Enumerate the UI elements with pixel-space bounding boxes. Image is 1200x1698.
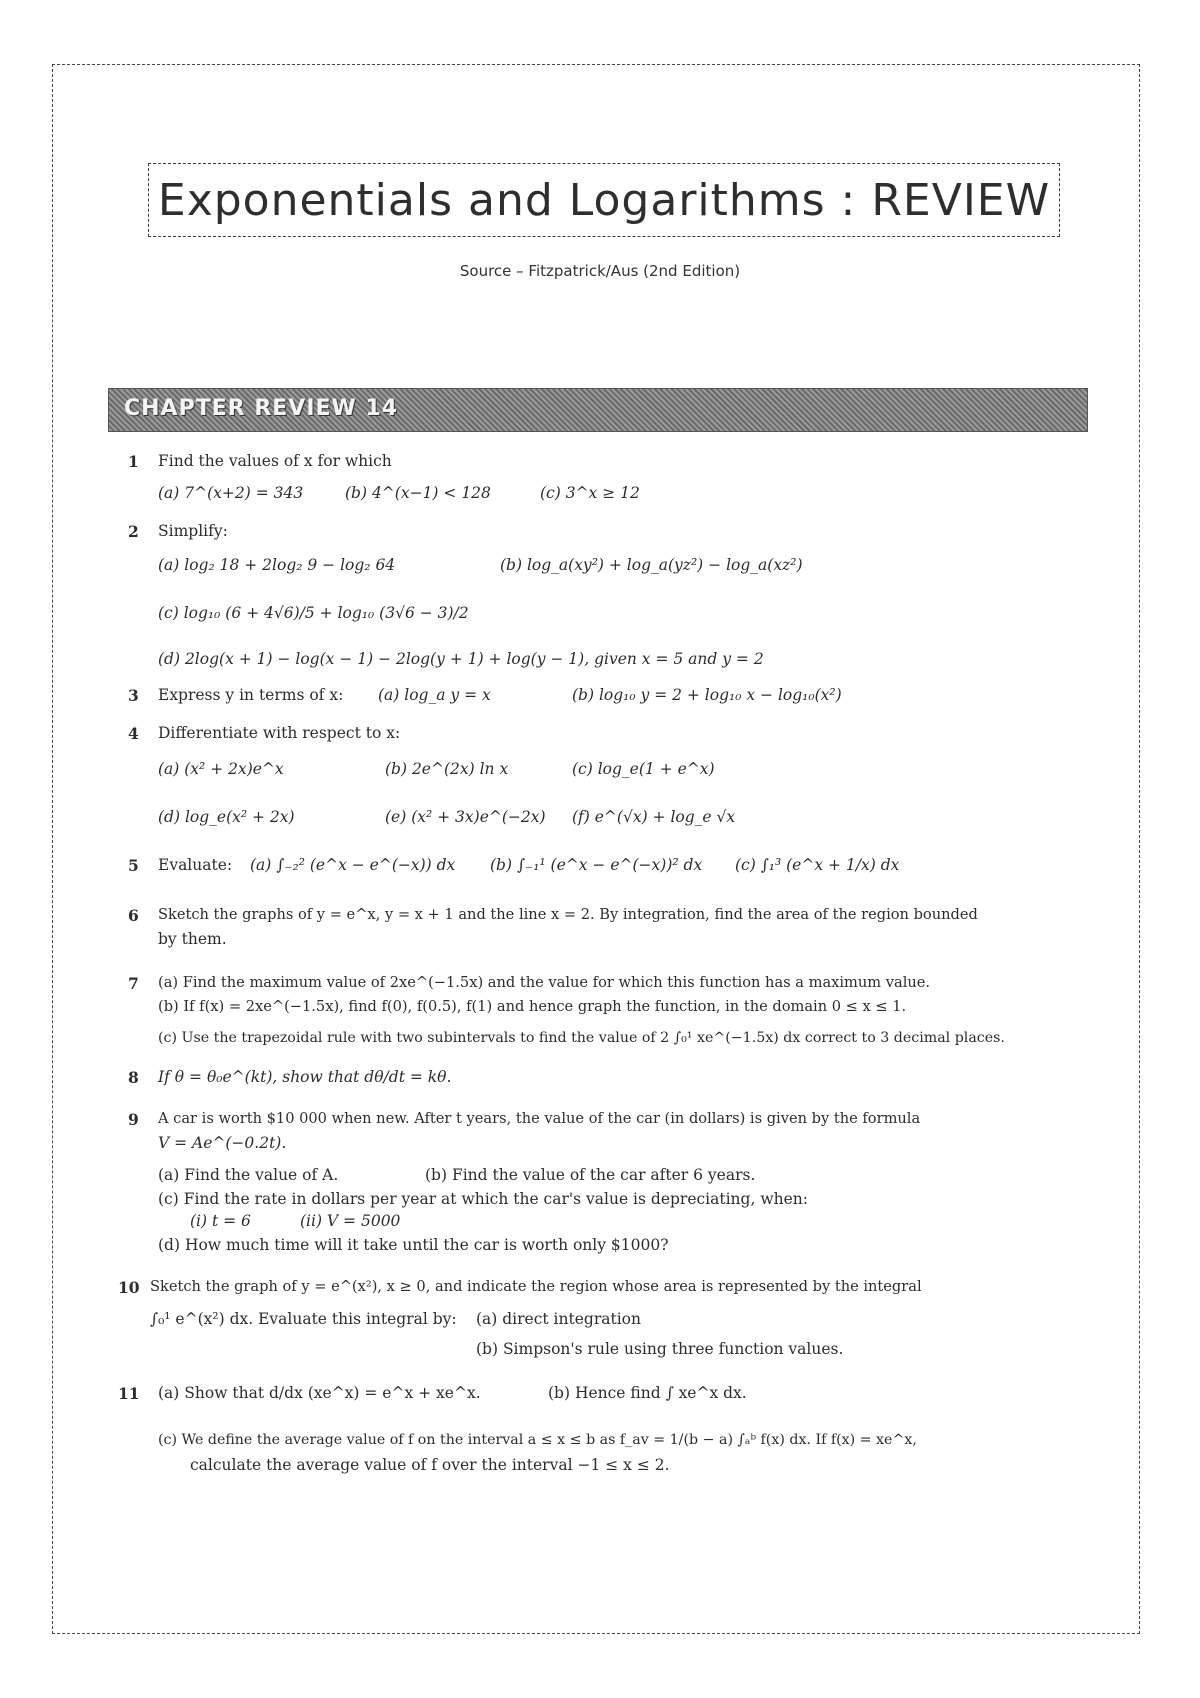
question-stem: Find the values of x for which (158, 452, 392, 470)
question-part: (a) ∫₋₂² (e^x − e^(−x)) dx (250, 856, 456, 874)
question-part: (b) log_a(xy²) + log_a(yz²) − log_a(xz²) (500, 556, 803, 574)
question-part: (a) log₂ 18 + 2log₂ 9 − log₂ 64 (158, 556, 396, 574)
question-number: 9 (128, 1110, 139, 1129)
question-subpart: (i) t = 6 (190, 1212, 251, 1230)
question-part: (c) log_e(1 + e^x) (572, 760, 715, 778)
question-part: (b) Hence find ∫ xe^x dx. (548, 1384, 747, 1402)
question-part: (a) Find the maximum value of 2xe^(−1.5x) and the value for which this function has a maximum value. (158, 974, 931, 991)
question-part: (a) Find the value of A. (158, 1166, 339, 1184)
question-number: 5 (128, 856, 139, 875)
question-number: 4 (128, 724, 139, 743)
question-part: (b) 2e^(2x) ln x (385, 760, 509, 778)
page-title: Exponentials and Logarithms : REVIEW (157, 174, 1051, 226)
question-part: (b) 4^(x−1) < 128 (345, 484, 491, 502)
question-part: (a) log_a y = x (378, 686, 491, 704)
question-stem: If θ = θ₀e^(kt), show that dθ/dt = kθ. (158, 1068, 452, 1086)
question-part: (b) ∫₋₁¹ (e^x − e^(−x))² dx (490, 856, 703, 874)
question-part: (c) log₁₀ (6 + 4√6)/5 + log₁₀ (3√6 − 3)/2 (158, 604, 469, 622)
question-number: 2 (128, 522, 139, 541)
question-subpart: (ii) V = 5000 (300, 1212, 401, 1230)
question-number: 7 (128, 974, 139, 993)
question-number: 10 (118, 1278, 140, 1297)
question-part: (b) Find the value of the car after 6 years. (425, 1166, 756, 1184)
question-stem-cont: ∫₀¹ e^(x²) dx. Evaluate this integral by: (150, 1310, 457, 1328)
question-stem: Sketch the graph of y = e^(x²), x ≥ 0, and indicate the region whose area is represented by the integral (150, 1278, 922, 1295)
question-number: 11 (118, 1384, 140, 1403)
question-part-cont: calculate the average value of f over the interval −1 ≤ x ≤ 2. (190, 1456, 670, 1474)
question-part: (b) If f(x) = 2xe^(−1.5x), find f(0), f(0.5), f(1) and hence graph the function, in the domain 0 ≤ x ≤ 1. (158, 998, 907, 1015)
question-part: (e) (x² + 3x)e^(−2x) (385, 808, 546, 826)
question-stem: Evaluate: (158, 856, 233, 874)
question-part: (b) Simpson's rule using three function values. (476, 1340, 844, 1358)
question-stem: Sketch the graphs of y = e^x, y = x + 1 and the line x = 2. By integration, find the area of the region bounded (158, 906, 978, 923)
question-part: (d) How much time will it take until the car is worth only $1000? (158, 1236, 669, 1254)
question-part: (a) 7^(x+2) = 343 (158, 484, 304, 502)
chapter-banner (108, 388, 1088, 432)
question-stem-cont: by them. (158, 930, 227, 948)
question-stem: A car is worth $10 000 when new. After t years, the value of the car (in dollars) is given by the formula (158, 1110, 921, 1127)
question-part: (a) Show that d/dx (xe^x) = e^x + xe^x. (158, 1384, 481, 1402)
question-part: (c) Use the trapezoidal rule with two subintervals to find the value of 2 ∫₀¹ xe^(−1.5x) dx correct to 3 decimal places. (158, 1030, 1005, 1046)
question-part: (a) (x² + 2x)e^x (158, 760, 284, 778)
question-number: 1 (128, 452, 139, 471)
question-stem-cont: V = Ae^(−0.2t). (158, 1134, 287, 1152)
question-stem: Simplify: (158, 522, 228, 540)
question-number: 6 (128, 906, 139, 925)
title-box (148, 163, 1060, 237)
question-number: 8 (128, 1068, 139, 1087)
banner-title: CHAPTER REVIEW 14 (124, 396, 399, 421)
question-part: (c) ∫₁³ (e^x + 1/x) dx (735, 856, 900, 874)
question-part: (a) direct integration (476, 1310, 641, 1328)
question-part: (c) We define the average value of f on the interval a ≤ x ≤ b as f_av = 1/(b − a) ∫ₐᵇ f(x) dx. If f(x) = xe^x, (158, 1432, 917, 1448)
question-part: (d) log_e(x² + 2x) (158, 808, 295, 826)
question-part: (f) e^(√x) + log_e √x (572, 808, 736, 826)
question-stem: Differentiate with respect to x: (158, 724, 401, 742)
question-part: (b) log₁₀ y = 2 + log₁₀ x − log₁₀(x²) (572, 686, 842, 704)
question-stem: Express y in terms of x: (158, 686, 344, 704)
question-number: 3 (128, 686, 139, 705)
question-part: (d) 2log(x + 1) − log(x − 1) − 2log(y + 1) + log(y − 1), given x = 5 and y = 2 (158, 650, 764, 668)
question-part: (c) 3^x ≥ 12 (540, 484, 640, 502)
source-line: Source – Fitzpatrick/Aus (2nd Edition) (459, 262, 741, 280)
question-part: (c) Find the rate in dollars per year at which the car's value is depreciating, when: (158, 1190, 808, 1208)
